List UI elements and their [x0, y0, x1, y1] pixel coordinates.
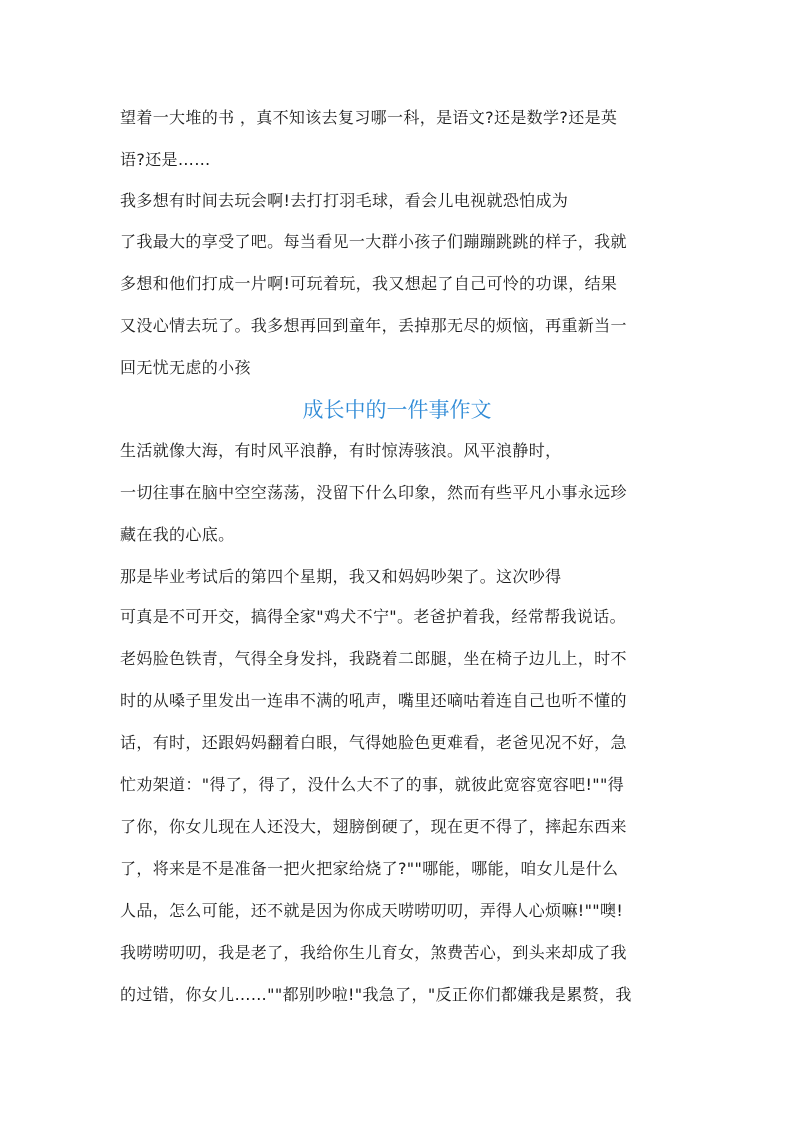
paragraph-line: 我多想有时间去玩会啊!去打打羽毛球，看会儿电视就恐怕成为 [120, 191, 569, 210]
paragraph-line: 了你，你女儿现在人还没大，翅膀倒硬了，现在更不得了，摔起东西来 [120, 817, 627, 836]
paragraph-line: 一切往事在脑中空空荡荡，没留下什么印象，然而有些平凡小事永远珍 [120, 483, 627, 502]
article-title: 成长中的一件事作文 [302, 398, 492, 422]
paragraph-line: 回无忧无虑的小孩 [120, 358, 251, 377]
paragraph-line: 可真是不可开交，搞得全家"鸡犬不宁"。老爸护着我，经常帮我说话。 [120, 607, 626, 626]
paragraph-line: 藏在我的心底。 [120, 525, 235, 544]
paragraph-line: 老妈脸色铁青，气得全身发抖，我跷着二郎腿，坐在椅子边儿上，时不 [120, 649, 627, 668]
paragraph-line: 人品，怎么可能，还不就是因为你成天唠唠叨叨，弄得人心烦嘛!""噢! [120, 901, 624, 920]
paragraph-line: 多想和他们打成一片啊!可玩着玩，我又想起了自己可怜的功课，结果 [120, 274, 618, 293]
paragraph-line: 那是毕业考试后的第四个星期，我又和妈妈吵架了。这次吵得 [120, 567, 562, 586]
paragraph-line: 了，将来是不是准备一把火把家给烧了?""哪能，哪能，咱女儿是什么 [120, 859, 619, 878]
paragraph-line: 了我最大的享受了吧。每当看见一大群小孩子们蹦蹦跳跳的样子，我就 [120, 232, 627, 251]
paragraph-line: 话，有时，还跟妈妈翻着白眼，气得她脸色更难看，老爸见况不好，急 [120, 733, 627, 752]
paragraph-line: 忙劝架道："得了，得了，没什么大不了的事，就彼此宽容宽容吧!""得 [120, 775, 625, 794]
paragraph-line: 又没心情去玩了。我多想再回到童年，丢掉那无尽的烦恼，再重新当一 [120, 316, 627, 335]
paragraph-line: 语?还是…… [120, 150, 211, 169]
paragraph-line: 生活就像大海，有时风平浪静，有时惊涛骇浪。风平浪静时， [120, 441, 562, 460]
paragraph-line: 时的从嗓子里发出一连串不满的吼声，嘴里还嘀咕着连自己也听不懂的 [120, 691, 627, 710]
paragraph-line: 我唠唠叨叨，我是老了，我给你生儿育女，煞费苦心，到头来却成了我 [120, 943, 627, 962]
paragraph-line: 的过错，你女儿……""都别吵啦!"我急了，"反正你们都嫌我是累赘，我 [120, 985, 632, 1004]
paragraph-line: 望着一大堆的书 ，真不知该去复习哪一科，是语文?还是数学?还是英 [120, 108, 618, 127]
